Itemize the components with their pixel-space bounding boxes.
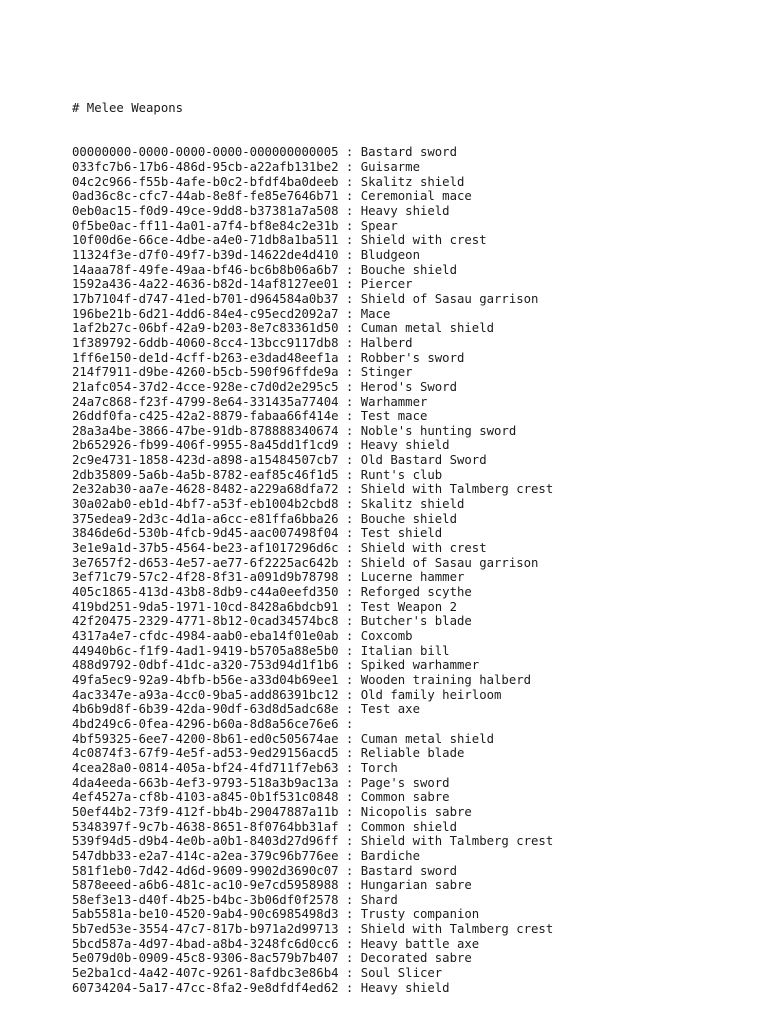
list-item [72,468,553,483]
weapon-id: 4b6b9d8f-6b39-42da-90df-63d8d5adc68e [72,702,339,717]
weapon-id: 419bd251-9da5-1971-10cd-8428a6bdcb91 [72,599,339,614]
list-item [72,321,553,336]
separator: : [338,892,361,907]
weapon-id: 2e32ab30-aa7e-4628-8482-a229a68dfa72 [72,482,339,497]
document-body [72,72,553,1010]
weapon-id: 405c1865-413d-43b8-8db9-c44a0eefd350 [72,585,339,600]
separator: : [338,453,361,468]
list-item [72,204,553,219]
list-item [72,820,553,835]
separator: : [338,760,361,775]
weapon-id: 26ddf0fa-c425-42a2-8879-fabaa66f414e [72,409,339,424]
separator: : [338,848,361,863]
weapon-name: Old family heirloom [360,687,502,702]
weapon-id: 17b7104f-d747-41ed-b701-d964584a0b37 [72,291,339,306]
list-item [72,834,553,849]
weapon-name: Runt's club [360,467,443,482]
weapon-id: 2db35809-5a6b-4a5b-8782-eaf85c46f1d5 [72,467,339,482]
weapon-name: Spear [360,218,398,233]
list-item [72,673,553,688]
separator: : [338,614,361,629]
weapon-name: Cuman metal shield [360,321,495,336]
separator: : [338,482,361,497]
weapon-name: Halberd [360,335,413,350]
weapon-id: 49fa5ec9-92a9-4bfb-b56e-a33d04b69ee1 [72,672,339,687]
weapon-name: Italian bill [360,643,450,658]
weapon-name: Butcher's blade [360,614,472,629]
weapon-name: Heavy shield [360,438,450,453]
weapon-name: Bastard sword [360,863,457,878]
list-item [72,614,553,629]
weapon-id: 3846de6d-530b-4fcb-9d45-aac007498f04 [72,526,339,541]
separator: : [338,599,361,614]
weapon-name: Shield with Talmberg crest [360,834,554,849]
weapon-name: Piercer [360,277,413,292]
weapon-id: 50ef44b2-73f9-412f-bb4b-29047887a11b [72,804,339,819]
separator: : [338,731,361,746]
weapon-id: 033fc7b6-17b6-486d-95cb-a22afb131be2 [72,160,339,174]
weapon-name: Torch [360,760,398,775]
weapon-id: 0f5be0ac-ff11-4a01-a7f4-bf8e84c2e31b [72,218,339,233]
list-item [72,351,553,366]
weapon-id: 1ff6e150-de1d-4cff-b263-e3dad48eef1a [72,350,339,365]
separator: : [338,775,361,790]
weapon-id: 10f00d6e-66ce-4dbe-a4e0-71db8a1ba511 [72,233,339,248]
list-item [72,409,553,424]
separator: : [338,643,361,658]
separator: : [338,247,361,262]
weapon-id: 5e079d0b-0909-45c8-9306-8ac579b7b407 [72,951,339,966]
list-item [72,937,553,952]
weapon-id: 00000000-0000-0000-0000-000000000005 [72,145,339,160]
list-item [72,233,553,248]
weapon-id: 488d9792-0dbf-41dc-a320-753d94d1f1b6 [72,658,339,673]
list-item [72,629,553,644]
separator: : [338,189,361,204]
weapon-name: Coxcomb [360,629,413,643]
list-item [72,570,553,585]
separator: : [338,335,361,350]
separator: : [338,863,361,878]
weapon-id: 4da4eeda-663b-4ef3-9793-518a3b9ac13a [72,775,339,790]
list-item [72,526,553,541]
separator: : [338,570,361,585]
weapon-id: 5e2ba1cd-4a42-407c-9261-8afdbc3e86b4 [72,966,339,981]
separator: : [338,702,361,717]
list-item [72,717,553,732]
list-item [72,805,553,820]
weapon-id: 28a3a4be-3866-47be-91db-878888340674 [72,423,339,438]
separator: : [338,262,361,277]
weapon-name: Page's sword [360,775,450,790]
weapon-name: Herod's Sword [360,379,457,394]
list-item [72,849,553,864]
weapon-id: 1592a436-4a22-4636-b82d-14af8127ee01 [72,277,339,292]
list-item [72,966,553,981]
list-item [72,951,553,966]
list-item [72,453,553,468]
list-item [72,556,553,571]
list-item [72,512,553,527]
weapon-name: Test shield [360,526,443,541]
weapon-name: Bardiche [360,848,420,863]
list-item [72,746,553,761]
weapon-name: Warhammer [360,394,428,409]
list-item [72,497,553,512]
separator: : [338,980,361,995]
weapon-id: 4bf59325-6ee7-4200-8b61-ed0c505674ae [72,731,339,746]
separator: : [338,291,361,306]
weapon-id: 4bd249c6-0fea-4296-b60a-8d8a56ce76e6 [72,716,339,731]
list-item [72,658,553,673]
separator: : [338,716,361,731]
list-item [72,761,553,776]
list-item [72,438,553,453]
weapon-name: Lucerne hammer [360,570,465,585]
weapon-name: Heavy shield [360,203,450,218]
document-heading: # Melee Weapons [72,101,184,116]
separator: : [338,365,361,380]
weapon-name: Stinger [360,365,413,380]
weapon-name: Heavy battle axe [360,936,480,951]
separator: : [338,746,361,761]
weapon-name: Wooden training halberd [360,672,532,687]
list-item [72,145,553,160]
weapon-name: Noble's hunting sword [360,423,517,438]
weapon-id: 11324f3e-d7f0-49f7-b39d-14622de4d410 [72,247,339,262]
separator: : [338,321,361,336]
list-item [72,248,553,263]
list-item [72,864,553,879]
weapon-name: Soul Slicer [360,966,443,981]
separator: : [338,936,361,951]
weapon-name: Guisarme [360,160,420,174]
weapon-name: Test Weapon 2 [360,599,457,614]
weapon-id: 4317a4e7-cfdc-4984-aab0-eba14f01e0ab [72,629,339,643]
weapon-name: Mace [360,306,391,321]
separator: : [338,878,361,893]
list-item [72,878,553,893]
separator: : [338,555,361,570]
weapon-id: 4ac3347e-a93a-4cc0-9ba5-add86391bc12 [72,687,339,702]
separator: : [338,423,361,438]
list-item [72,395,553,410]
separator: : [338,277,361,292]
weapon-name: Hungarian sabre [360,878,472,893]
list-item [72,541,553,556]
weapon-name: Heavy shield [360,980,450,995]
weapon-list [72,145,553,995]
list-item [72,907,553,922]
weapon-name: Reforged scythe [360,585,472,600]
weapon-id: 5348397f-9c7b-4638-8651-8f0764bb31af [72,819,339,834]
weapon-id: 5878eeed-a6b6-481c-ac10-9e7cd5958988 [72,878,339,893]
weapon-id: 581f1eb0-7d42-4d6d-9609-9902d3690c07 [72,863,339,878]
separator: : [338,585,361,600]
weapon-id: 4c0874f3-67f9-4e5f-ad53-9ed29156acd5 [72,746,339,761]
weapon-name: Ceremonial mace [360,189,472,204]
list-item [72,732,553,747]
weapon-id: 2b652926-fb99-406f-9955-8a45dd1f1cd9 [72,438,339,453]
separator: : [338,511,361,526]
weapon-name: Shield with Talmberg crest [360,482,554,497]
weapon-id: 2c9e4731-1858-423d-a898-a15484507cb7 [72,453,339,468]
weapon-id: 539f94d5-d9b4-4e0b-a0b1-8403d27d96ff [72,834,339,849]
weapon-id: 3e1e9a1d-37b5-4564-be23-af1017296d6c [72,541,339,556]
weapon-name: Reliable blade [360,746,465,761]
separator: : [338,306,361,321]
list-item [72,600,553,615]
weapon-id: 24a7c868-f23f-4799-8e64-331435a77404 [72,394,339,409]
list-item [72,922,553,937]
list-item [72,365,553,380]
separator: : [338,350,361,365]
list-item [72,263,553,278]
weapon-id: 214f7911-d9be-4260-b5cb-590f96ffde9a [72,365,339,380]
separator: : [338,804,361,819]
weapon-name: Bludgeon [360,247,420,262]
weapon-name: Test mace [360,409,428,424]
list-item [72,776,553,791]
weapon-id: 1af2b27c-06bf-42a9-b203-8e7c83361d50 [72,321,339,336]
separator: : [338,658,361,673]
list-item [72,189,553,204]
separator: : [338,629,361,643]
weapon-name: Bastard sword [360,145,457,160]
separator: : [338,218,361,233]
list-item [72,424,553,439]
weapon-name: Shield with Talmberg crest [360,922,554,937]
weapon-name: Skalitz shield [360,174,465,189]
separator: : [338,834,361,849]
list-item [72,277,553,292]
list-item [72,644,553,659]
weapon-name: Test axe [360,702,420,717]
weapon-id: 547dbb33-e2a7-414c-a2ea-379c96b776ee [72,848,339,863]
separator: : [338,394,361,409]
weapon-name: Spiked warhammer [360,658,480,673]
weapon-id: 5b7ed53e-3554-47c7-817b-b971a2d99713 [72,922,339,937]
weapon-id: 14aaa78f-49fe-49aa-bf46-bc6b8b06a6b7 [72,262,339,277]
list-item [72,175,553,190]
weapon-name: Shard [360,892,398,907]
list-item [72,292,553,307]
weapon-name: Robber's sword [360,350,465,365]
separator: : [338,174,361,189]
separator: : [338,907,361,922]
separator: : [338,541,361,556]
weapon-id: 375edea9-2d3c-4d1a-a6cc-e81ffa6bba26 [72,511,339,526]
weapon-id: 42f20475-2329-4771-8b12-0cad34574bc8 [72,614,339,629]
weapon-name: Decorated sabre [360,951,472,966]
separator: : [338,672,361,687]
weapon-id: 04c2c966-f55b-4afe-b0c2-bfdf4ba0deeb [72,174,339,189]
list-item [72,585,553,600]
weapon-id: 4ef4527a-cf8b-4103-a845-0b1f531c0848 [72,790,339,805]
weapon-name: Shield of Sasau garrison [360,291,539,306]
list-item [72,688,553,703]
list-item [72,702,553,717]
weapon-id: 196be21b-6d21-4dd6-84e4-c95ecd2092a7 [72,306,339,321]
weapon-id: 5ab5581a-be10-4520-9ab4-90c6985498d3 [72,907,339,922]
separator: : [338,409,361,424]
weapon-id: 4cea28a0-0814-405a-bf24-4fd711f7eb63 [72,760,339,775]
separator: : [338,922,361,937]
weapon-id: 0ad36c8c-cfc7-44ab-8e8f-fe85e7646b71 [72,189,339,204]
list-item [72,160,553,175]
separator: : [338,497,361,512]
weapon-name: Trusty companion [360,907,480,922]
list-item [72,219,553,234]
weapon-id: 30a02ab0-eb1d-4bf7-a53f-eb1004b2cbd8 [72,497,339,512]
weapon-id: 1f389792-6ddb-4060-8cc4-13bcc9117db8 [72,335,339,350]
separator: : [338,687,361,702]
weapon-name: Cuman metal shield [360,731,495,746]
separator: : [338,379,361,394]
list-item [72,981,553,996]
separator: : [338,790,361,805]
separator: : [338,526,361,541]
weapon-id: 5bcd587a-4d97-4bad-a8b4-3248fc6d0cc6 [72,936,339,951]
weapon-id: 58ef3e13-d40f-4b25-b4bc-3b06df0f2578 [72,892,339,907]
weapon-name: Common shield [360,819,457,834]
separator: : [338,819,361,834]
weapon-id: 60734204-5a17-47cc-8fa2-9e8dfdf4ed62 [72,980,339,995]
weapon-id: 21afc054-37d2-4cce-928e-c7d0d2e295c5 [72,379,339,394]
weapon-name: Nicopolis sabre [360,804,472,819]
weapon-name: Bouche shield [360,262,457,277]
weapon-id: 44940b6c-f1f9-4ad1-9419-b5705a88e5b0 [72,643,339,658]
weapon-name: Bouche shield [360,511,457,526]
list-item [72,893,553,908]
weapon-name: Shield with crest [360,541,487,556]
weapon-id: 0eb0ac15-f0d9-49ce-9dd8-b37381a7a508 [72,203,339,218]
list-item [72,482,553,497]
separator: : [338,438,361,453]
list-item [72,307,553,322]
weapon-name: Skalitz shield [360,497,465,512]
separator: : [338,966,361,981]
list-item [72,790,553,805]
separator: : [338,160,361,174]
separator: : [338,467,361,482]
separator: : [338,951,361,966]
weapon-name: Common sabre [360,790,450,805]
weapon-name: Shield with crest [360,233,487,248]
weapon-id: 3e7657f2-d653-4e57-ae77-6f2225ac642b [72,555,339,570]
weapon-name: Old Bastard Sword [360,453,487,468]
separator: : [338,233,361,248]
weapon-id: 3ef71c79-57c2-4f28-8f31-a091d9b78798 [72,570,339,585]
separator: : [338,203,361,218]
list-item [72,380,553,395]
list-item [72,336,553,351]
weapon-name: Shield of Sasau garrison [360,555,539,570]
separator: : [338,145,361,160]
